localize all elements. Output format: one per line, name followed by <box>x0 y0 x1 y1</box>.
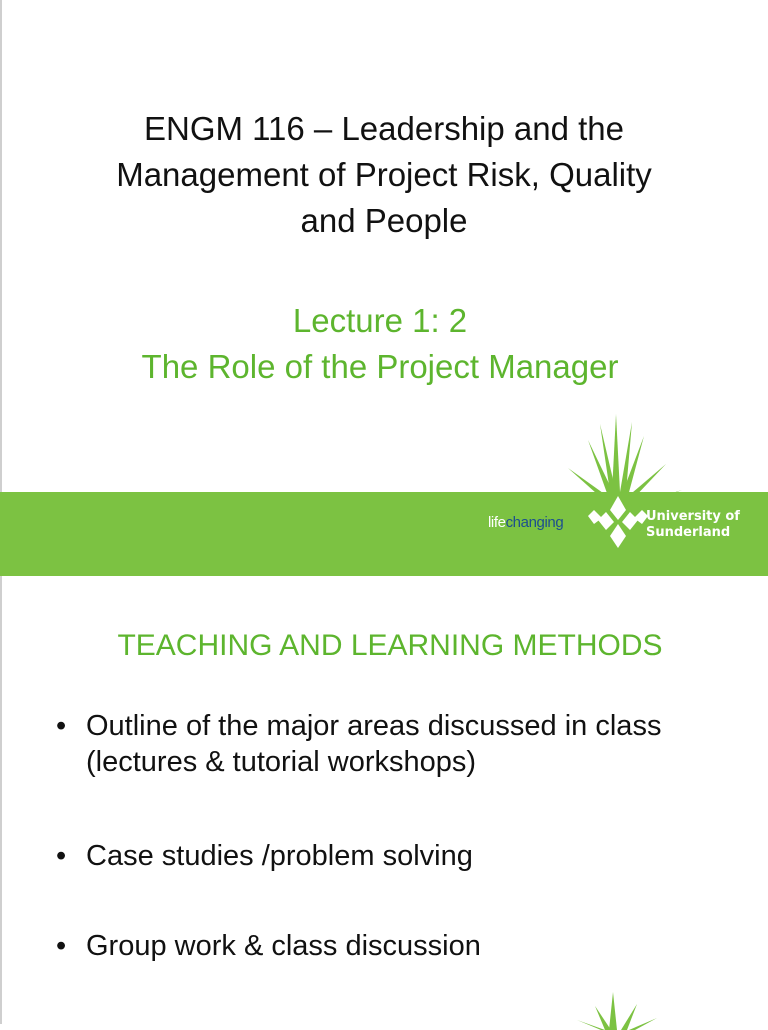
course-title-line: Management of Project Risk, Quality <box>116 156 652 193</box>
university-name-line: University of <box>646 509 740 524</box>
lifechanging-tagline <box>488 514 563 531</box>
tagline-life: life <box>488 514 506 531</box>
list-item <box>56 708 736 780</box>
bullet-text: Group work & class discussion <box>86 930 481 962</box>
bullet-text: Outline of the major areas discussed in class (lectures & tutorial workshops) <box>86 710 662 778</box>
university-name <box>646 509 740 541</box>
university-name-line: Sunderland <box>646 525 731 540</box>
bullet-icon: • <box>56 840 67 872</box>
bullet-icon: • <box>56 930 67 962</box>
lecture-subtitle <box>30 298 730 390</box>
bullet-icon: • <box>56 710 67 742</box>
lecture-title: The Role of the Project Manager <box>141 348 619 385</box>
list-item <box>56 928 481 964</box>
course-title <box>30 106 738 244</box>
course-title-line: ENGM 116 – Leadership and the <box>143 110 625 147</box>
lecture-number: Lecture 1: 2 <box>292 302 468 339</box>
bullet-text: Case studies /problem solving <box>86 840 473 872</box>
partial-burst-logo-icon <box>565 990 675 1030</box>
slide-heading: TEACHING AND LEARNING METHODS <box>117 629 663 662</box>
tagline-changing: changing <box>505 514 564 531</box>
list-item <box>56 838 473 874</box>
course-title-line: and People <box>300 202 468 239</box>
